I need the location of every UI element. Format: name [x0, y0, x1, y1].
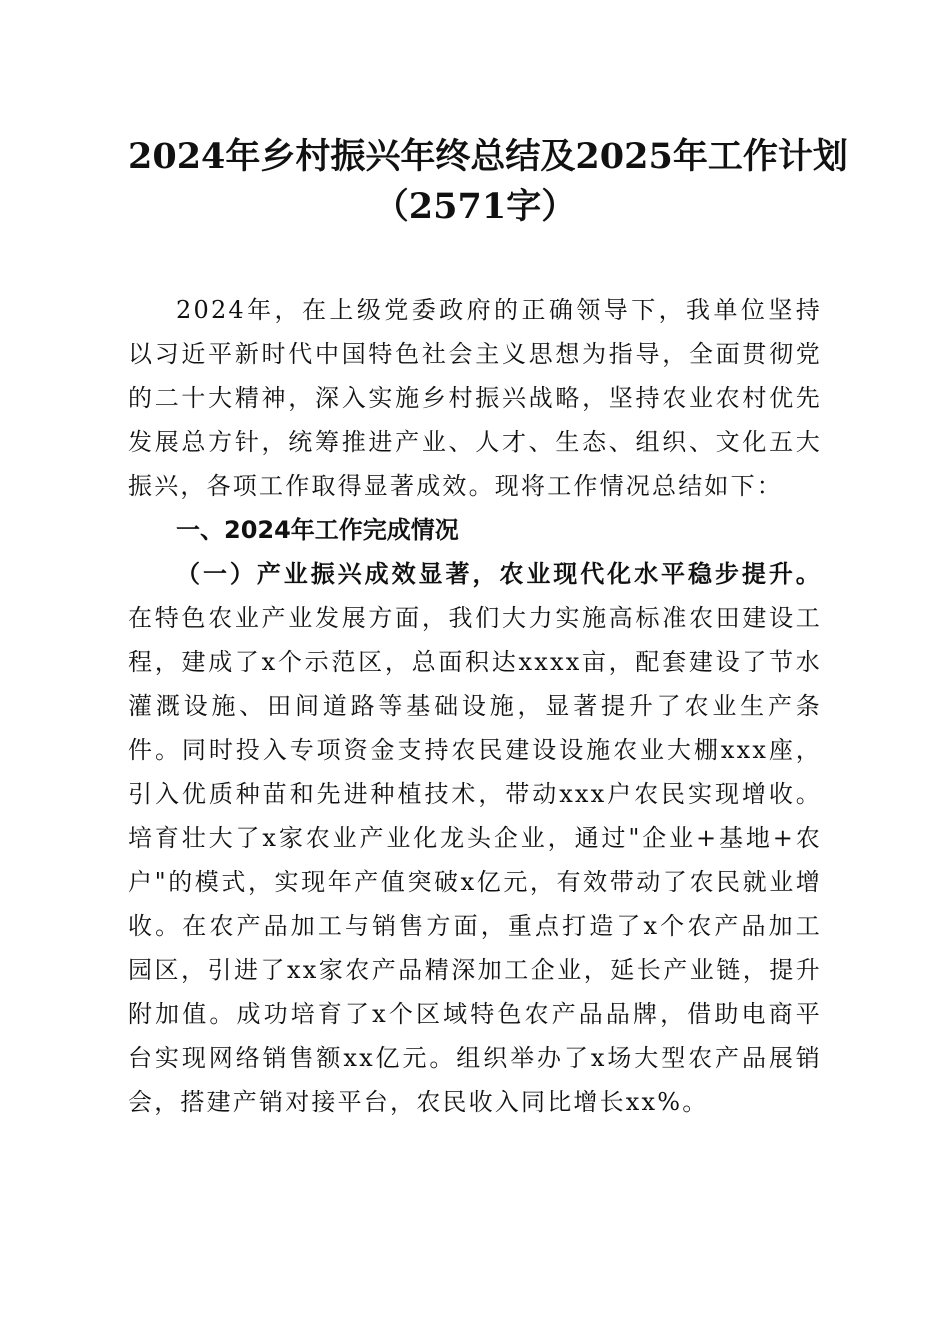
- subsection-1-lead: （一）产业振兴成效显著，农业现代化水平稳步提升。: [176, 559, 822, 588]
- section-1-heading: 一、2024年工作完成情况: [176, 516, 459, 544]
- title-line-1: 2024年乡村振兴年终总结及2025年工作计划: [128, 136, 848, 177]
- document-body: [128, 288, 822, 1124]
- subsection-1-paragraph: [128, 552, 822, 1124]
- title-line-2: （2571字）: [373, 186, 577, 227]
- subsection-1-body: 在特色农业产业发展方面，我们大力实施高标准农田建设工程，建成了x个示范区，总面积达xxxx亩，配套建设了节水灌溉设施、田间道路等基础设施，显著提升了农业生产条件。同时投入专项资金支持农民建设设施农业大棚xxx座，引入优质种苗和先进种植技术，带动xxx户农民实现增收。培育壮大了x家农业产业化龙头企业，通过"企业+基地+农户"的模式，实现年产值突破x亿元，有效带动了农民就业增收。在农产品加工与销售方面，重点打造了x个农产品加工园区，引进了xx家农产品精深加工企业，延长产业链，提升附加值。成功培育了x个区域特色农产品品牌，借助电商平台实现网络销售额xx亿元。组织举办了x场大型农产品展销会，搭建产销对接平台，农民收入同比增长xx%。: [128, 604, 822, 1116]
- intro-paragraph: 2024年，在上级党委政府的正确领导下，我单位坚持以习近平新时代中国特色社会主义思想为指导，全面贯彻党的二十大精神，深入实施乡村振兴战略，坚持农业农村优先发展总方针，统筹推进产业、人才、生态、组织、文化五大振兴，各项工作取得显著成效。现将工作情况总结如下：: [128, 296, 822, 500]
- document-title: [128, 132, 848, 232]
